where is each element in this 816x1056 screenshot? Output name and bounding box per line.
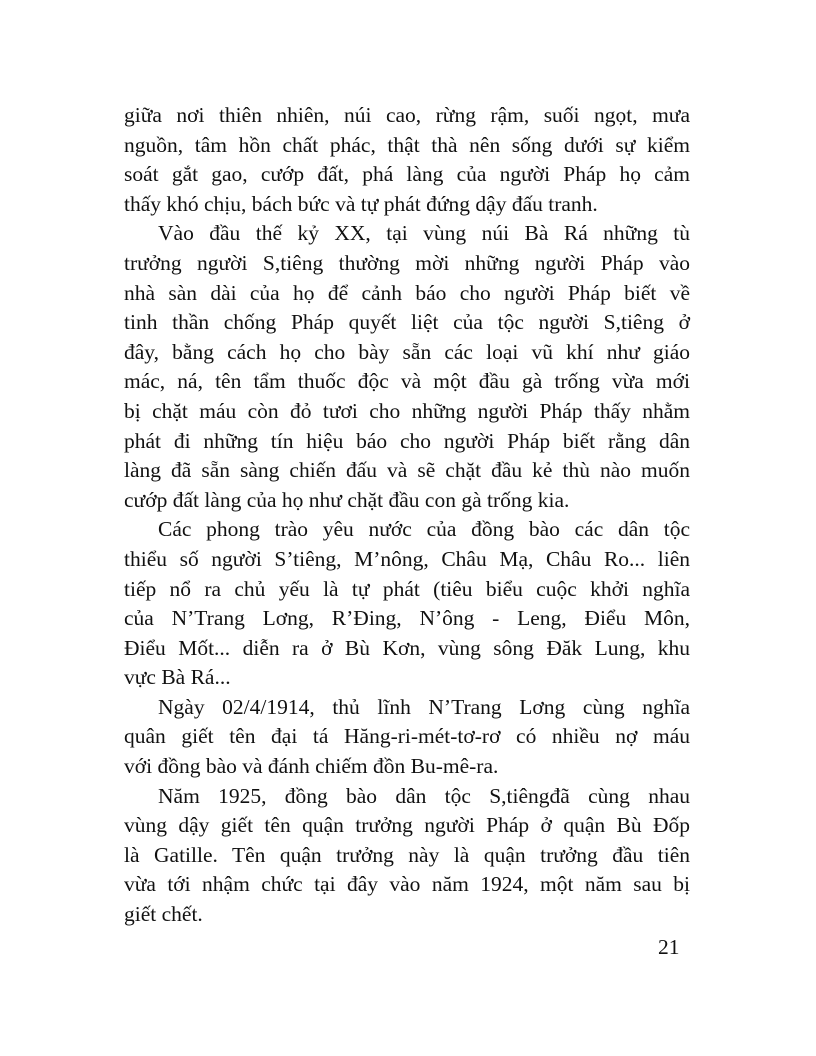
paragraph <box>124 101 690 219</box>
text-line: quân giết tên đại tá Hăng-ri-mét-tơ-rơ có nhiều nợ máu <box>124 724 690 749</box>
text-line: cướp đất làng của họ như chặt đầu con gà trống kia. <box>124 487 570 512</box>
text-line: nguồn, tâm hồn chất phác, thật thà nên sống dưới sự kiểm <box>124 132 690 157</box>
text-line: giết chết. <box>124 902 203 927</box>
text-line: trưởng người S,tiêng thường mời những người Pháp vào <box>124 250 690 275</box>
text-line: làng đã sẵn sàng chiến đấu và sẽ chặt đầu kẻ thù nào muốn <box>124 458 690 483</box>
text-line: của N’Trang Lơng, R’Đing, N’ông - Leng, Điểu Môn, <box>124 606 690 631</box>
page-number: 21 <box>658 935 680 959</box>
text-line: thấy khó chịu, bách bức và tự phát đứng dậy đấu tranh. <box>124 191 598 216</box>
body-text <box>124 101 690 930</box>
text-line: Năm 1925, đồng bào dân tộc S,tiêngđã cùng nhau <box>158 783 690 808</box>
text-line: vùng dậy giết tên quận trưởng người Pháp ở quận Bù Đốp <box>124 813 690 838</box>
text-line: Ngày 02/4/1914, thủ lĩnh N’Trang Lơng cùng nghĩa <box>158 694 690 719</box>
text-line: tinh thần chống Pháp quyết liệt của tộc người S,tiêng ở <box>124 310 690 335</box>
text-line: soát gắt gao, cướp đất, phá làng của người Pháp họ cảm <box>124 162 690 187</box>
paragraph <box>124 219 690 515</box>
paragraph <box>124 693 690 782</box>
text-line: vực Bà Rá... <box>124 665 231 690</box>
text-line: bị chặt máu còn đỏ tươi cho những người Pháp thấy nhằm <box>124 398 690 423</box>
text-line: Điểu Mốt... diễn ra ở Bù Kơn, vùng sông Đăk Lung, khu <box>124 635 690 660</box>
text-line: với đồng bào và đánh chiếm đồn Bu-mê-ra. <box>124 754 499 779</box>
text-line: thiểu số người S’tiêng, M’nông, Châu Mạ, Châu Ro... liên <box>124 546 690 571</box>
text-line: giữa nơi thiên nhiên, núi cao, rừng rậm, suối ngọt, mưa <box>124 103 690 127</box>
text-line: phát đi những tín hiệu báo cho người Pháp biết rằng dân <box>124 428 690 453</box>
text-line: mác, ná, tên tẩm thuốc độc và một đầu gà trống vừa mới <box>124 369 690 394</box>
text-line: tiếp nổ ra chủ yếu là tự phát (tiêu biểu cuộc khởi nghĩa <box>124 576 690 601</box>
paragraph <box>124 515 690 693</box>
paragraph <box>124 782 690 930</box>
text-line: nhà sàn dài của họ để cảnh báo cho người Pháp biết về <box>124 280 690 305</box>
text-line: Vào đầu thế kỷ XX, tại vùng núi Bà Rá những tù <box>158 221 690 246</box>
text-line: đây, bằng cách họ cho bày sẵn các loại vũ khí như giáo <box>124 339 690 364</box>
text-line: Các phong trào yêu nước của đồng bào các dân tộc <box>158 517 690 542</box>
text-line: vừa tới nhậm chức tại đây vào năm 1924, một năm sau bị <box>124 872 690 897</box>
text-line: là Gatille. Tên quận trưởng này là quận trưởng đầu tiên <box>124 842 690 867</box>
